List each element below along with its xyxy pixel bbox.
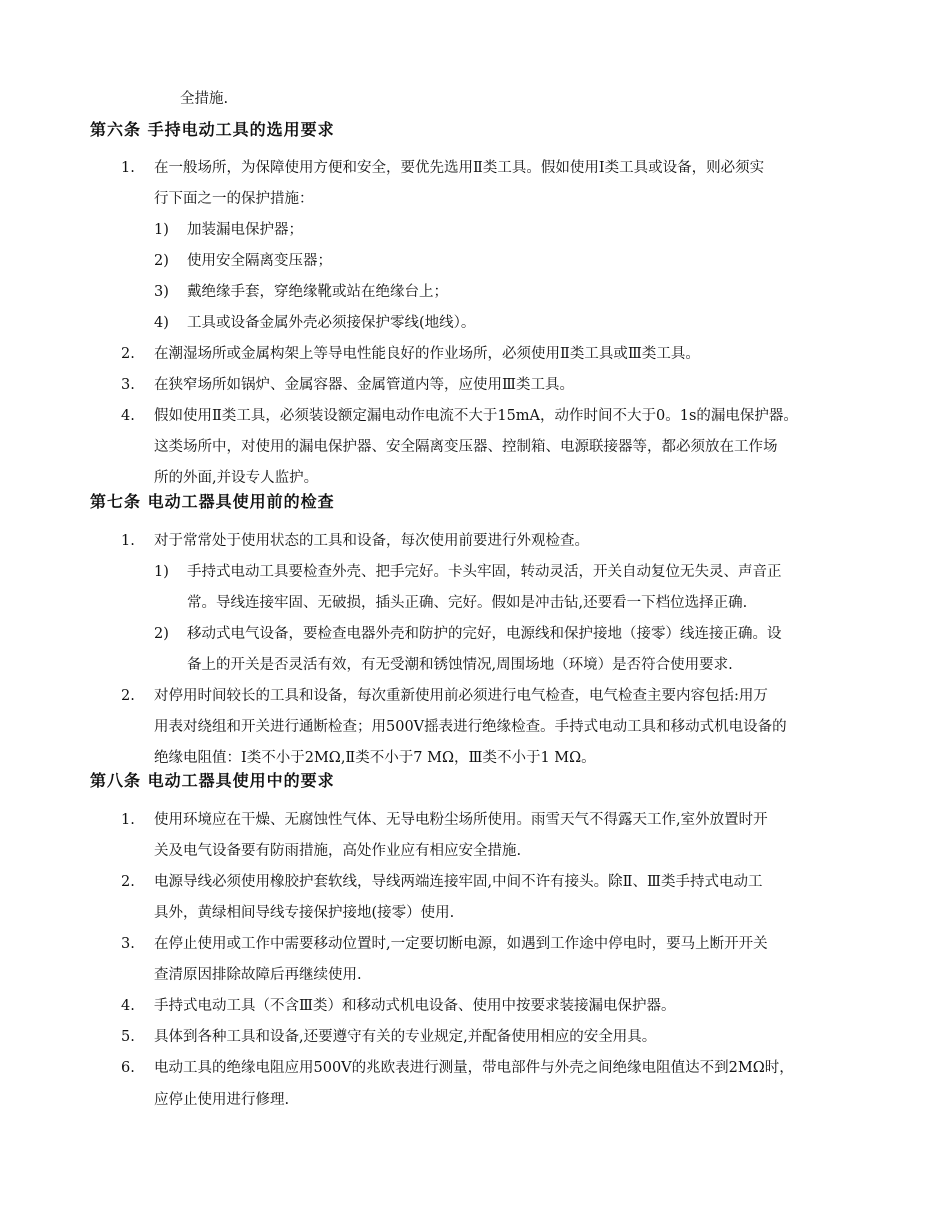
sec6-sub2-number: 2) — [154, 253, 169, 269]
sec8-item6-line2: 应停止使用进行修理. — [154, 1092, 290, 1108]
sec6-item2-line1: 在潮湿场所或金属构架上等导电性能良好的作业场所，必须使用Ⅱ类工具或Ⅲ类工具。 — [154, 346, 700, 362]
sec6-sub1-number: 1) — [154, 222, 169, 238]
continuation-text: 全措施. — [180, 91, 229, 107]
sec6-sub1-text: 加装漏电保护器； — [187, 222, 303, 238]
sec6-item1-line1: 在一般场所，为保障使用方便和安全，要优先选用Ⅱ类工具。假如使用Ⅰ类工具或设备，则必须实 — [154, 160, 765, 176]
sec6-item1-line2: 行下面之一的保护措施： — [154, 191, 314, 207]
sec7-sub2-number: 2) — [154, 626, 169, 642]
sec6-item4-number: 4. — [121, 408, 135, 424]
sec6-item4-line3: 所的外面,并设专人监护。 — [154, 470, 319, 486]
sec8-item1-line1: 使用环境应在干燥、无腐蚀性气体、无导电粉尘场所使用。雨雪天气不得露天工作,室外放置时开 — [154, 812, 768, 828]
sec7-sub1-line2: 常。导线连接牢固、无破损，插头正确、完好。假如是冲击钻,还要看一下档位选择正确. — [187, 595, 748, 611]
sec7-item1-number: 1. — [121, 533, 135, 549]
sec7-sub1-number: 1) — [154, 564, 169, 580]
sec8-item6-number: 6. — [121, 1060, 135, 1076]
sec8-item5-number: 5. — [121, 1029, 135, 1045]
sec7-item1-line1: 对于常常处于使用状态的工具和设备，每次使用前要进行外观检查。 — [154, 533, 589, 549]
sec8-item6-line1: 电动工具的绝缘电阻应用500V的兆欧表进行测量，带电部件与外壳之间绝缘电阻值达不到2MΩ时， — [154, 1060, 794, 1076]
sec6-sub4-text: 工具或设备金属外壳必须接保护零线(地线）。 — [187, 315, 476, 331]
sec6-sub3-number: 3) — [154, 284, 169, 300]
sec6-item4-line1: 假如使用Ⅱ类工具，必须装设额定漏电动作电流不大于15mA，动作时间不大于0。1s的漏电保护器。 — [154, 408, 798, 424]
sec6-sub2-text: 使用安全隔离变压器； — [187, 253, 332, 269]
sec8-item2-number: 2. — [121, 874, 135, 890]
sec7-sub1-line1: 手持式电动工具要检查外壳、把手完好。卡头牢固，转动灵活，开关自动复位无失灵、声音正 — [187, 564, 782, 580]
sec6-item2-number: 2. — [121, 346, 135, 362]
sec7-item2-line3: 绝缘电阻值：Ⅰ类不小于2MΩ,Ⅱ类不小于7 MΩ，Ⅲ类不小于1 MΩ。 — [154, 750, 596, 766]
sec8-item4-number: 4. — [121, 998, 135, 1014]
sec7-sub2-line2: 备上的开关是否灵活有效，有无受潮和锈蚀情况,周围场地（环境）是否符合使用要求. — [187, 657, 733, 673]
sec8-item5-line1: 具体到各种工具和设备,还要遵守有关的专业规定,并配备使用相应的安全用具。 — [154, 1029, 657, 1045]
sec8-item3-number: 3. — [121, 936, 135, 952]
sec8-item1-number: 1. — [121, 812, 135, 828]
section-8-heading: 第八条 电动工器具使用中的要求 — [90, 771, 335, 790]
sec7-sub2-line1: 移动式电气设备，要检查电器外壳和防护的完好，电源线和保护接地（接零）线连接正确。设 — [187, 626, 782, 642]
section-7-heading: 第七条 电动工器具使用前的检查 — [90, 492, 335, 511]
sec8-item2-line1: 电源导线必须使用橡胶护套软线，导线两端连接牢固,中间不许有接头。除Ⅱ、Ⅲ类手持式电动工 — [154, 874, 763, 890]
sec6-sub4-number: 4) — [154, 315, 169, 331]
sec8-item2-line2: 具外，黄绿相间导线专接保护接地(接零）使用. — [154, 905, 455, 921]
sec6-item3-number: 3. — [121, 377, 135, 393]
sec6-item1-number: 1. — [121, 160, 135, 176]
sec8-item3-line2: 查清原因排除故障后再继续使用. — [154, 967, 362, 983]
sec7-item2-line2: 用表对绕组和开关进行通断检查；用500V摇表进行绝缘检查。手持式电动工具和移动式机电设备的 — [154, 719, 787, 735]
sec6-sub3-text: 戴绝缘手套，穿绝缘靴或站在绝缘台上； — [187, 284, 448, 300]
sec7-item2-line1: 对停用时间较长的工具和设备，每次重新使用前必须进行电气检查，电气检查主要内容包括:用万 — [154, 688, 768, 704]
sec6-item4-line2: 这类场所中，对使用的漏电保护器、安全隔离变压器、控制箱、电源联接器等，都必须放在工作场 — [154, 439, 778, 455]
sec7-item2-number: 2. — [121, 688, 135, 704]
sec8-item1-line2: 关及电气设备要有防雨措施，高处作业应有相应安全措施. — [154, 843, 522, 859]
section-6-heading: 第六条 手持电动工具的选用要求 — [90, 120, 335, 139]
sec8-item3-line1: 在停止使用或工作中需要移动位置时,一定要切断电源，如遇到工作途中停电时，要马上断开开关 — [154, 936, 768, 952]
sec6-item3-line1: 在狭窄场所如锅炉、金属容器、金属管道内等，应使用Ⅲ类工具。 — [154, 377, 574, 393]
sec8-item4-line1: 手持式电动工具（不含Ⅲ类）和移动式机电设备、使用中按要求装接漏电保护器。 — [154, 998, 676, 1014]
